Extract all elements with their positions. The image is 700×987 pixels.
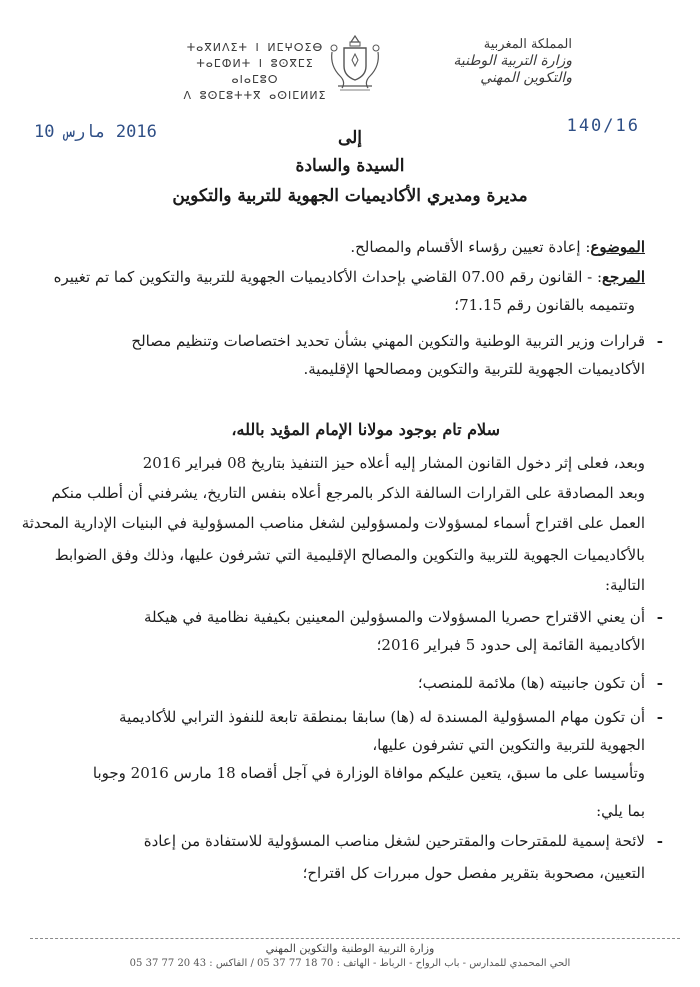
reference-line-1: المرجع: - القانون رقم 07.00 القاضي بإحداث الأكاديميات الجهوية للتربية والتكوين كما تم تغييره (53, 268, 645, 286)
paragraph-line-5: التالية: (604, 576, 645, 594)
footer-divider (30, 938, 680, 939)
condition-2: - أن تكون جانبيته (ها) ملائمة للمنصب؛ (417, 674, 663, 692)
requirement-1: - لائحة إسمية للمقترحات والمقترحين لشغل مناصب المسؤولية للاستفادة من إعادة (143, 832, 663, 850)
address-directors: مديرة ومديري الأكاديميات الجهوية للتربية والتكوين (172, 186, 528, 206)
paragraph-line-2: وبعد المصادقة على القرارات السالفة الذكر بالمرجع أعلاه بنفس التاريخ، يشرفني أن أطلب منكم (51, 484, 645, 502)
condition-3: - أن تكون مهام المسؤولية المسندة له (ها) سابقا بمنطقة تابعة للنفوذ الترابي للأكاديمية (119, 708, 663, 726)
letterhead-ministry: وزارة التربية الوطنية (453, 53, 572, 69)
subject-text: : إعادة تعيين رؤساء الأقسام والمصالح. (350, 238, 591, 256)
letterhead-tifinagh: ⵜⴰⴳⵍⴷⵉⵜ ⵏ ⵍⵎⵖⵔⵉⴱ ⵜⴰⵎⵀⵍⵜ ⵏ ⵓⵙⴳⵎⵉ ⴰⵏⴰⵎⵓⵔ ⴷ ⵓⵙⵎⵓⵜⵜⴳ ⴰⵙⵏⵎⵍⵍⵉ (183, 41, 327, 102)
requirement-1-cont: التعيين، مصحوبة بتقرير مفصل حول مبررات كل اقتراح؛ (302, 864, 645, 882)
letterhead-kingdom: المملكة المغربية (483, 37, 572, 52)
reference-number: 140/16 (566, 116, 640, 136)
salutation: سلام تام بوجود مولانا الإمام المؤيد بالله، (231, 420, 500, 439)
subject-label: الموضوع (590, 238, 645, 256)
reference-item-2-cont: الأكاديميات الجهوية للتربية والتكوين ومصالحها الإقليمية. (303, 360, 645, 378)
footer-contact: الحي المحمدي للمدارس - باب الرواح - الرباط - الهاتف : 70 18 77 37 05 / الفاكس : 43 20 77 37 05 (129, 958, 571, 969)
reference-item-2: - قرارات وزير التربية الوطنية والتكوين المهني بشأن تحديد اختصاصات وتنظيم مصالح (131, 332, 663, 350)
subject-line (32, 238, 645, 256)
bullet-dash: - (656, 332, 663, 350)
conclusion-line-2: بما يلي: (596, 802, 645, 820)
conclusion-line-1: وتأسيسا على ما سبق، يتعين عليكم موافاة الوزارة في آجل أقصاه 18 مارس 2016 وجوبا (92, 764, 645, 782)
footer-ministry: وزارة التربية الوطنية والتكوين المهني (265, 942, 435, 955)
paragraph-line-4: بالأكاديميات الجهوية للتربية والتكوين والمصالح الإقليمية التي تشرفون عليها، وذلك وفق الضوابط (54, 546, 645, 564)
address-recipients: السيدة والسادة (295, 156, 405, 176)
paragraph-line-3: العمل على اقتراح أسماء لمسؤولات ولمسؤولين لشغل مناصب المسؤولية في البنيات الإدارية المحدثة (21, 514, 645, 532)
reference-date: 2016 مارس 10 (34, 122, 157, 142)
paragraph-line-1: وبعد، فعلى إثر دخول القانون المشار إليه أعلاه حيز التنفيذ بتاريخ 08 فبراير 2016 (142, 454, 645, 472)
condition-1: - أن يعني الاقتراح حصريا المسؤولات والمسؤولين المعينين بكيفية نظامية في هيكلة (144, 608, 663, 626)
letterhead-ministry-2: والتكوين المهني (480, 70, 572, 86)
letterhead-arabic (392, 36, 572, 87)
address-to: إلى (337, 128, 363, 148)
reference-label: المرجع (602, 268, 645, 286)
condition-1-cont: الأكاديمية القائمة إلى حدود 5 فبراير 2016؛ (376, 636, 645, 654)
reference-line-2: وتتميمه بالقانون رقم 71.15؛ (454, 296, 635, 314)
condition-3-cont: الجهوية للتربية والتكوين التي تشرفون عليها، (372, 736, 645, 754)
